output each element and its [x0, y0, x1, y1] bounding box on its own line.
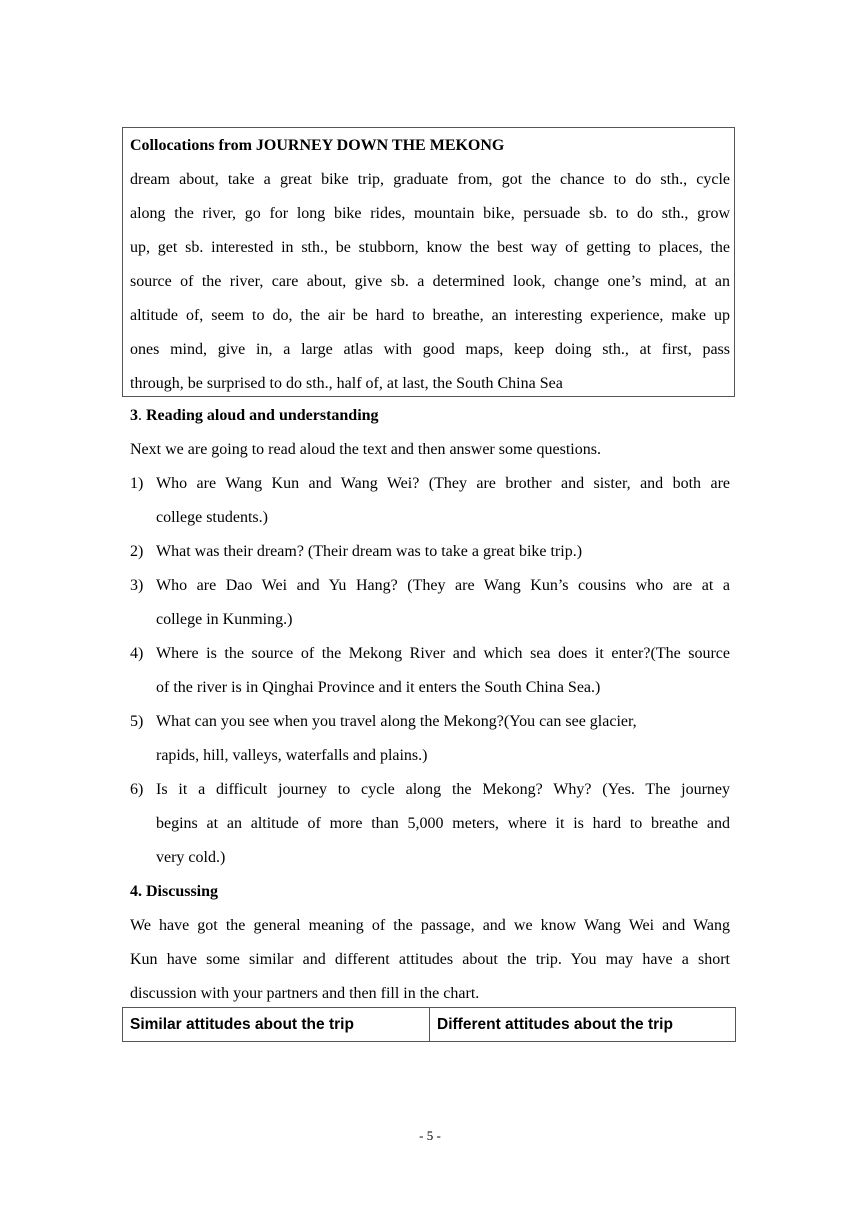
collocations-line: source of the river, care about, give sb. a determined look, change one’s mind, at an	[130, 273, 730, 290]
section-3-separator: .	[138, 407, 146, 424]
collocations-line: dream about, take a great bike trip, graduate from, got the chance to do sth., cycle	[130, 171, 730, 188]
question-number: 6)	[130, 781, 144, 798]
question-item	[130, 569, 730, 637]
question-line: What can you see when you travel along the Mekong?(You can see glacier,	[156, 713, 637, 730]
question-line: very cold.)	[156, 849, 226, 866]
table-header-row	[123, 1008, 736, 1042]
section-3-heading	[130, 399, 730, 433]
question-line: college students.)	[156, 509, 268, 526]
question-line: Is it a difficult journey to cycle along the Mekong? Why? (Yes. The journey	[156, 781, 730, 798]
question-item	[130, 467, 730, 535]
question-line: of the river is in Qinghai Province and it enters the South China Sea.)	[156, 679, 601, 696]
page-number: - 5 -	[419, 1128, 441, 1143]
different-attitudes-header: Different attitudes about the trip	[430, 1008, 736, 1042]
question-line: Who are Wang Kun and Wang Wei? (They are brother and sister, and both are	[156, 475, 730, 492]
question-line: rapids, hill, valleys, waterfalls and plains.)	[156, 747, 428, 764]
section-4-paragraph-line: We have got the general meaning of the passage, and we know Wang Wei and Wang	[130, 917, 730, 934]
question-item	[130, 535, 730, 569]
collocations-line: through, be surprised to do sth., half of, at last, the South China Sea	[130, 375, 563, 392]
question-line: Where is the source of the Mekong River and which sea does it enter?(The source	[156, 645, 730, 662]
section-4-heading: 4. Discussing	[130, 883, 219, 900]
question-line: college in Kunming.)	[156, 611, 293, 628]
attitudes-table	[122, 1007, 736, 1042]
collocations-line: altitude of, seem to do, the air be hard to breathe, an interesting experience, make up	[130, 307, 730, 324]
collocations-line: ones mind, give in, a large atlas with good maps, keep doing sth., at first, pass	[130, 341, 730, 358]
collocations-line: along the river, go for long bike rides, mountain bike, persuade sb. to do sth., grow	[130, 205, 730, 222]
collocations-line: up, get sb. interested in sth., be stubborn, know the best way of getting to places, the	[130, 239, 730, 256]
question-number: 2)	[130, 543, 144, 560]
question-number: 5)	[130, 713, 144, 730]
collocations-box	[122, 127, 735, 397]
question-number: 3)	[130, 577, 144, 594]
section-3-title: Reading aloud and understanding	[146, 407, 379, 424]
question-line: begins at an altitude of more than 5,000 meters, where it is hard to breathe and	[156, 815, 730, 832]
question-line: Who are Dao Wei and Yu Hang? (They are Wang Kun’s cousins who are at a	[156, 577, 730, 594]
question-number: 4)	[130, 645, 144, 662]
question-item	[130, 637, 730, 705]
section-4-paragraph-line: Kun have some similar and different attitudes about the trip. You may have a short	[130, 951, 730, 968]
section-3-intro: Next we are going to read aloud the text and then answer some questions.	[130, 441, 601, 458]
similar-attitudes-header: Similar attitudes about the trip	[123, 1008, 430, 1042]
section-3	[130, 399, 730, 1011]
question-number: 1)	[130, 475, 144, 492]
collocations-title: Collocations from JOURNEY DOWN THE MEKONG	[130, 137, 505, 154]
section-4-paragraph-line: discussion with your partners and then fill in the chart.	[130, 985, 480, 1002]
question-line: What was their dream? (Their dream was to take a great bike trip.)	[156, 543, 583, 560]
question-item	[130, 773, 730, 875]
section-3-number: 3	[130, 407, 138, 424]
question-item	[130, 705, 730, 773]
